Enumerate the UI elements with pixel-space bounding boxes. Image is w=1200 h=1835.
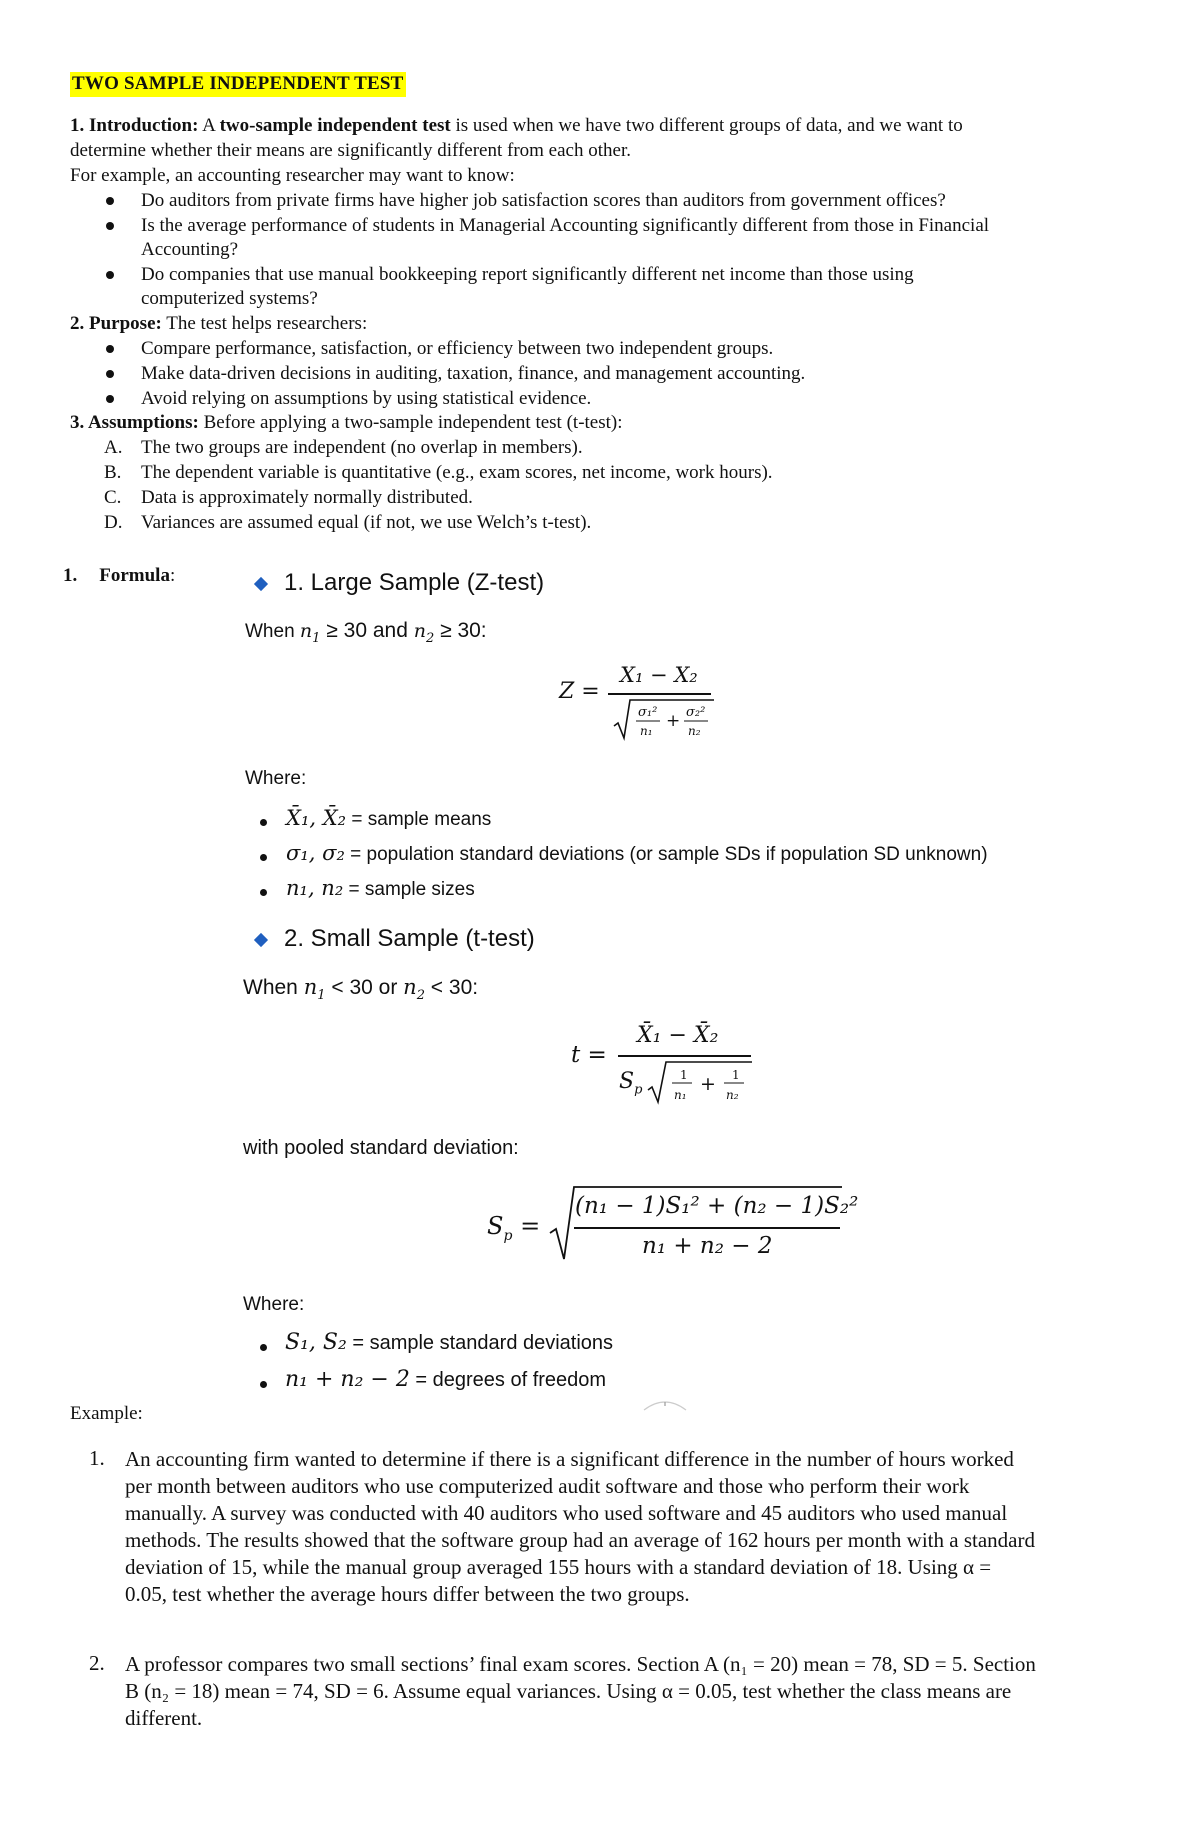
intro-line-2: determine whether their means are significantly different from each other. — [70, 140, 631, 161]
assumption-item: Data is approximately normally distributed. — [141, 487, 473, 508]
small-sample-condition: When $n_1 < 30$ or $n_2 < 30$: — [243, 975, 479, 1004]
assumption-marker: C. — [104, 487, 122, 508]
example-label: Example: — [70, 1403, 143, 1424]
intro-bullet-2a: Is the average performance of students in Managerial Accounting significantly different from those in Financial — [141, 215, 990, 236]
bullet-dot — [260, 1381, 267, 1388]
large-where-item-2: σ₁, σ₂ = population standard deviations (or sample SDs if population SD unknown) — [286, 841, 988, 865]
t-formula-radical — [646, 1058, 754, 1106]
large-where-item-3: n₁, n₂ = sample sizes — [286, 876, 475, 900]
one-numerator: 1 — [732, 1068, 740, 1082]
fraction-bar — [618, 1055, 751, 1057]
formula-label-row: 1. Formula: — [63, 565, 176, 586]
large-where-item-1: X̄₁, X̄₂ = sample means — [286, 806, 492, 830]
assumption-item: The two groups are independent (no overlap in members). — [141, 437, 583, 458]
intro-line-3: For example, an accounting researcher may want to know: — [70, 165, 515, 186]
example-1-text: An accounting firm wanted to determine if there is a significant difference in the number of hours worked per month between auditors who use computerized audit software and those who perform their work manually. A survey was conducted with 40 auditors who used software and 45 auditors who used manual methods. The results showed that the software group had an average of 162 hours per month with a standard deviation of 15, while the manual group averaged 155 hours with a standard deviation of 18. Using α = 0.05, test whether the average hours differ between the two groups. — [125, 1447, 1035, 1606]
assumptions-heading: 3. Assumptions: — [70, 412, 199, 433]
assumption-item: The dependent variable is quantitative (e.g., exam scores, net income, work hours). — [141, 462, 773, 483]
faint-arc-mark — [640, 1394, 690, 1414]
t-formula-sp: $S_p$ — [619, 1069, 643, 1098]
example-2-text: A professor compares two small sections’ final exam scores. Section A (n₁ = 20) mean = 78, SD = 5. Section B (n₂ = 18) mean = 74, SD = 6. Assume equal variances. Using α = 0.05, test whether the class means are different. — [125, 1652, 1036, 1730]
assumption-marker: D. — [104, 512, 123, 533]
intro-bold-term: two-sample independent test — [219, 115, 451, 136]
n2-denominator: n₂ — [688, 724, 701, 738]
bullet-dot — [106, 345, 114, 353]
large-sample-heading: 1. Large Sample (Z-test) — [284, 569, 545, 596]
small-sample-heading: 2. Small Sample (t-test) — [284, 925, 535, 952]
example-2-number: 2. — [89, 1651, 105, 1675]
n1-denominator: n₁ — [640, 724, 653, 738]
small-where-item-2: n₁ + n₂ − 2 = degrees of freedom — [285, 1367, 607, 1392]
plus-sign: + — [666, 711, 681, 731]
z-formula-lhs: Z = — [559, 679, 600, 704]
large-where-label: Where: — [245, 768, 307, 789]
bullet-dot — [106, 370, 114, 378]
bullet-dot — [260, 854, 267, 861]
bullet-dot — [260, 819, 267, 826]
large-sample-condition: When $n_1 \ge 30$ and $n_2 \ge 30$: — [245, 619, 487, 646]
sigma1-sq: σ₁² — [638, 705, 658, 720]
example-1-number: 1. — [89, 1446, 105, 1470]
assumption-item: Variances are assumed equal (if not, we use Welch’s t-test). — [141, 512, 592, 533]
fraction-bar — [608, 693, 711, 695]
purpose-line: 2. Purpose: The test helps researchers: — [70, 313, 368, 334]
bullet-dot — [260, 1344, 267, 1351]
purpose-heading: 2. Purpose: — [70, 313, 162, 334]
one-numerator: 1 — [680, 1068, 688, 1082]
diamond-bullet-icon — [254, 577, 268, 591]
plus-sign: + — [700, 1073, 716, 1095]
bullet-dot — [106, 222, 114, 230]
t-formula-numerator: X̄₁ − X̄₂ — [637, 1023, 719, 1048]
bullet-dot — [106, 395, 114, 403]
intro-line-1: 1. Introduction: A two-sample independent test is used when we have two different groups of data, and we want to — [70, 115, 963, 136]
z-formula-numerator: X₁ − X₂ — [620, 663, 698, 687]
intro-heading: 1. Introduction: — [70, 115, 199, 136]
assumption-marker: A. — [104, 437, 123, 458]
small-where-item-1: S₁, S₂ = sample standard deviations — [285, 1330, 614, 1355]
formula-label: Formula — [99, 565, 170, 586]
sp-formula-denominator: n₁ + n₂ − 2 — [642, 1233, 773, 1259]
n1-denominator: n₁ — [674, 1088, 687, 1102]
fraction-bar — [574, 1227, 840, 1229]
purpose-bullet-2: Make data-driven decisions in auditing, taxation, finance, and management accounting. — [141, 363, 806, 384]
purpose-bullet-3: Avoid relying on assumptions by using statistical evidence. — [141, 388, 592, 409]
document-title: TWO SAMPLE INDEPENDENT TEST — [70, 72, 406, 97]
intro-bullet-3b: computerized systems? — [141, 288, 318, 309]
bullet-dot — [106, 197, 114, 205]
intro-bullet-1: Do auditors from private firms have higher job satisfaction scores than auditors from government offices? — [141, 190, 946, 211]
sp-formula-lhs: $S_p$ = — [487, 1212, 541, 1244]
small-where-label: Where: — [243, 1294, 305, 1315]
bullet-dot — [106, 271, 114, 279]
diamond-bullet-icon — [254, 933, 268, 947]
n2-denominator: n₂ — [726, 1088, 739, 1102]
intro-bullet-2b: Accounting? — [141, 239, 239, 260]
assumptions-line: 3. Assumptions: Before applying a two-sample independent test (t-test): — [70, 412, 623, 433]
t-formula-lhs: t = — [571, 1042, 607, 1068]
pooled-sd-label: with pooled standard deviation: — [243, 1137, 519, 1159]
z-formula-radical — [612, 696, 716, 742]
sigma2-sq: σ₂² — [686, 705, 706, 720]
bullet-dot — [260, 889, 267, 896]
sp-formula-numerator: (n₁ − 1)S₁² + (n₂ − 1)S₂² — [575, 1193, 859, 1219]
purpose-bullet-1: Compare performance, satisfaction, or efficiency between two independent groups. — [141, 338, 774, 359]
intro-bullet-3a: Do companies that use manual bookkeeping report significantly different net income than those using — [141, 264, 914, 285]
assumption-marker: B. — [104, 462, 122, 483]
